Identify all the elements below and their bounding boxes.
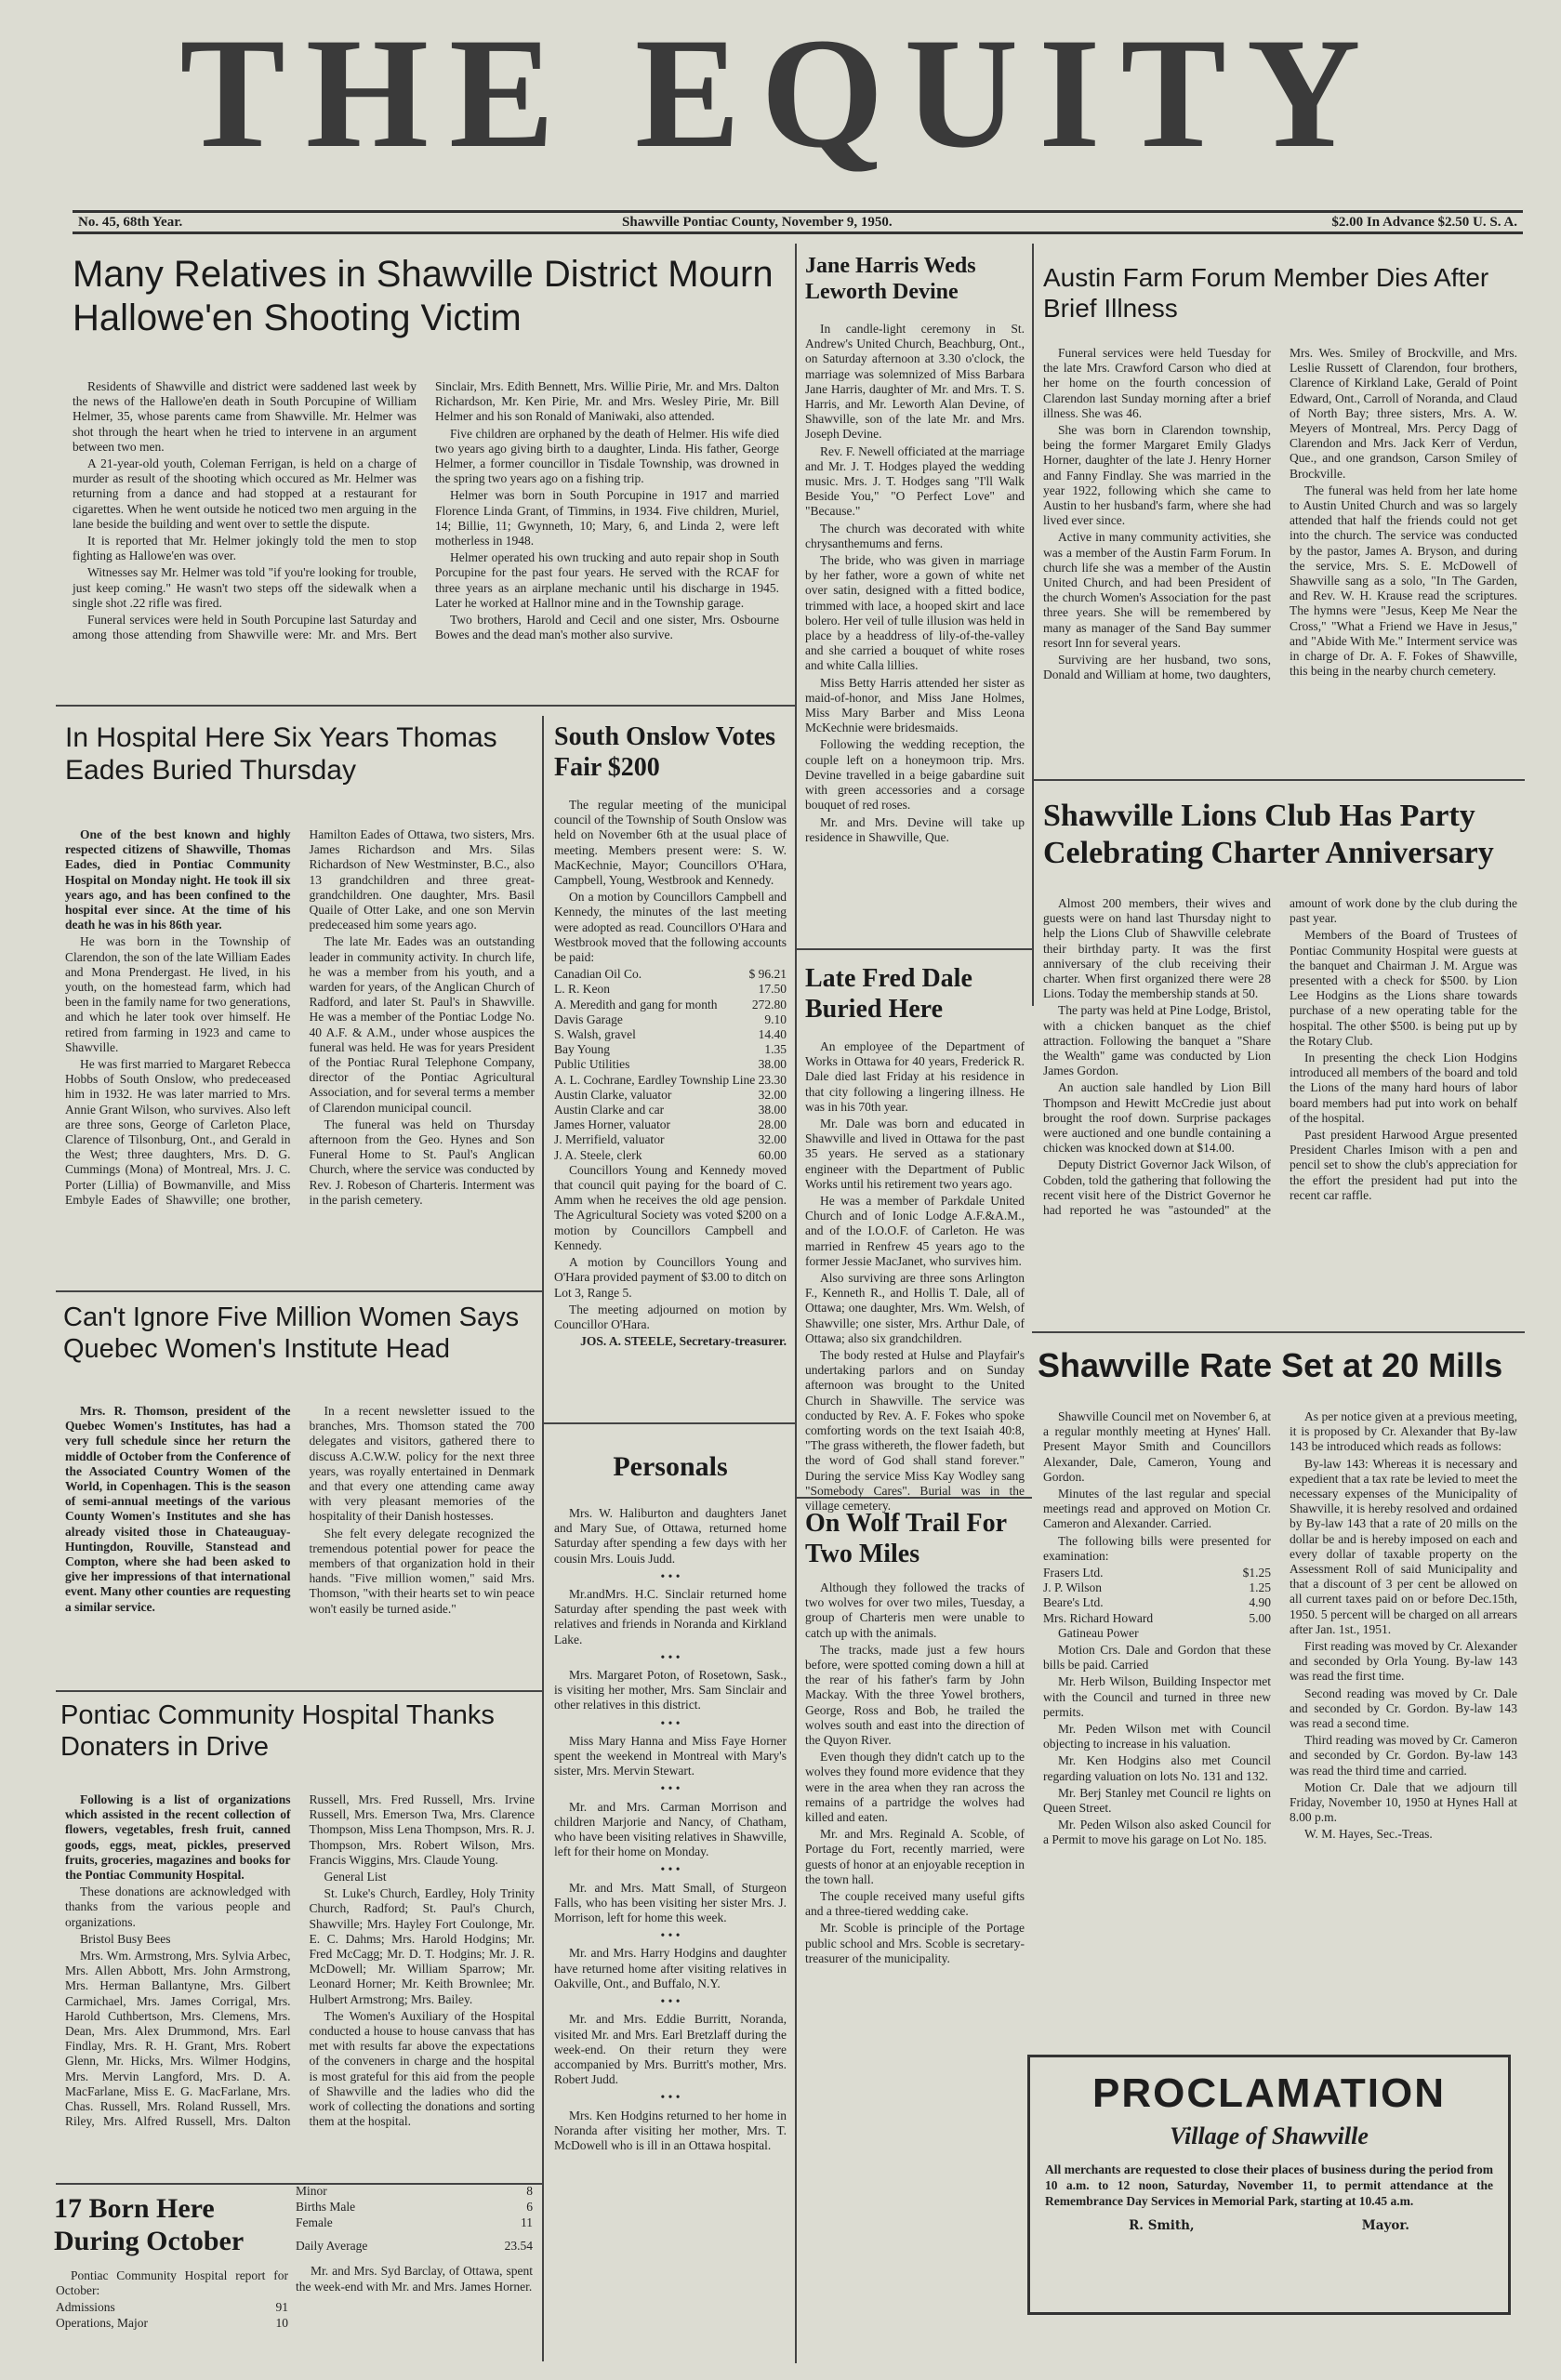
paragraph: Mrs. R. Thomson, president of the Quebec Women's Institutes, has had a very full schedule since her return the middle of October from the Conference of the Associated Country Women of the World, in Copenhagen. This is the season of semi-annual meetings of the various County Women's Institutes and she has already visited those in Chateauguay-Huntingdon, Rouville, Stanstead and Compton, where she had been asked to give her impressions of that international event. Many other counties are requesting a similar service. [65, 1404, 291, 1614]
paragraph: Mr. Berj Stanley met Council re lights on Queen Street. [1043, 1785, 1271, 1816]
paragraph: The bride, who was given in marriage by her father, wore a gown of white net over satin, designed with a fitted bodice, trimmed with lace, a hooped skirt and lace bolero. Her veil of tulle illusion was held in place by a headdress of lily-of-the-valley and she carried a bouquet of white roses and white Calla lillies. [805, 553, 1025, 673]
paragraph: The party was held at Pine Lodge, Bristol, with a chicken banquet as the chief attraction. Following the banquet a "Share the Wealth" game was conducted by Lion James Gordon. [1043, 1003, 1271, 1078]
separator-icon: • • • [660, 1928, 681, 1943]
ledger-amount: $1.25 [1242, 1566, 1271, 1580]
born-row: Operations, Major 10 [56, 2315, 288, 2330]
section-rule [1032, 779, 1525, 781]
personal-item: Mr. and Mrs. Carman Morrison and children Marjorie and Nancy, of Chatham, who have been visiting relatives in Shawville, left for their home on Monday. [554, 1799, 787, 1859]
ledger-row [554, 1073, 787, 1088]
paragraph: Also surviving are three sons Arlington F., Kenneth R., and Hollis T. Dale, all of Ottawa; one daughter, Mrs. Wm. Welsh, of Shawville; one sister, Mrs. Arthur Dale, of Ottawa; also six grandchildren. [805, 1271, 1025, 1345]
article-eades [65, 827, 535, 1281]
article-lions [1043, 896, 1517, 1324]
ledger-row [554, 1012, 787, 1027]
headline-carson: Austin Farm Forum Member Dies After Brief Illness [1043, 263, 1489, 324]
paragraph: The church was decorated with white chrysanthemums and ferns. [805, 521, 1025, 550]
paragraph: It is reported that Mr. Helmer jokingly told the men to stop fighting as Hallowe'en was over. [73, 534, 417, 563]
headline-personals: Personals [613, 1451, 728, 1482]
born-row: Female 11 [296, 2215, 533, 2229]
ledger-row [1043, 1595, 1271, 1610]
separator-icon: • • • [660, 1568, 681, 1583]
ledger-amount: 23.30 [758, 1072, 787, 1087]
paragraph: The funeral was held on Thursday afternoon from the Geo. Hynes and Son Funeral Home to St. Paul's Anglican Church, where the service was conducted by Rev. J. Robeson of Charteris. Interment was in the parish cemetery. [309, 1117, 535, 1207]
ledger-row [554, 1027, 787, 1042]
paragraph: Mr. Ken Hodgins also met Council regarding valuation on lots No. 131 and 132. [1043, 1753, 1271, 1783]
paragraph: Miss Betty Harris attended her sister as maid-of-honor, and Miss Jane Holmes, Miss Mary Barber and Miss Leona McKechnie were bridesmaids. [805, 675, 1025, 735]
headline-harris: Jane Harris Weds Leworth Devine [805, 254, 976, 305]
article-onslow [554, 798, 787, 1411]
headline-relatives: Many Relatives in Shawville District Mourn Hallowe'en Shooting Victim [73, 254, 774, 339]
paragraph: Even though they didn't catch up to the wolves they found more evidence that they were in the area when they ran across the remains of a partridge the wolves had killed and eaten. [805, 1750, 1025, 1825]
paragraph: The funeral was held from her late home to Austin United Church and was so largely attended that half the friends could not get into the church. The service was conducted by the pastor, James A. Bryson, and during the service, Mrs. S. E. McDowell of Shawville sang as a solo, "In The Garden, and Rev. W. H. Krause read the scriptures. The hymns were "Jesus, Keep Me Near the Cross," "What a Friend we Have in Jesus," and "Abide With Me." Interment service was in charge of Dr. A. F. Fokes of Shawville, this being in the nearby church cemetery. [1290, 483, 1517, 679]
paragraph: Witnesses say Mr. Helmer was told "if you're looking for trouble, just keep coming." He wasn't two steps off the sidewalk when a single shot .22 rifle was fired. [73, 565, 417, 610]
paragraph: Funeral services were held in South Porcupine last Saturday and among those attending from Shawville were: Mr. and Mrs. Bert Sinclair, Mrs. Edith Bennett, Mrs. Willie Pirie, Mr. and Mrs. Dalton Richardson, Mr. Ken Pirie, Mr. and Mrs. Wesley Pirie, Mr. Bill Helmer and his son Ronald of Maniwaki, also attended. [73, 379, 779, 642]
ledger-row [554, 1057, 787, 1072]
personal-item: Mrs. Ken Hodgins returned to her home in Noranda after visiting her mother, Mrs. T. McDowell who is ill in an Ottawa hospital. [554, 2108, 787, 2152]
paragraph: Past president Harwood Argue presented President Charles Imison with a pen and pencil set to show the club's appreciation for the effort the president had put into the recent car raffle. [1290, 1128, 1517, 1202]
paragraph: Mrs. Wm. Armstrong, Mrs. Sylvia Arbec, Mrs. Allen Abbott, Mrs. John Armstrong, Mrs. Herman Ballantyne, Mrs. Gilbert Carmichael, Mrs. James Corrigal, Mrs. Harold Cuthbertson, Mrs. Clemens, Mrs. Dean, Mrs. Alex Drummond, Mrs. Earl Findlay, Mrs. R. H. Grant, Mrs. Robert Glenn, Mr. Hicks, Mrs. Wilmer Hodgins, Mrs. Mervin Langford, Mrs. D. A. MacFarlane, Miss E. G. MacFarlane, Mrs. Chas. Russell, Mrs. Roland Russell, Mrs. Riley, Mrs. Alfred Russell, Mrs. Dalton Russell, Mrs. Fred Russell, Mrs. Irvine Russell, Mrs. Emerson Twa, Mrs. Clarence Thompson, Miss Lena Thompson, Mrs. R. J. Thompson, Mrs. Robert Wilson, Mrs. Francis Wiggins, Mrs. Claude Young. [65, 1792, 535, 2129]
ledger-label: A. L. Cochrane, Eardley Township Line [554, 1072, 756, 1087]
paragraph: In a recent newsletter issued to the branches, Mrs. Thomson stated the 700 delegates and visitors, gathered there to discuss A.C.W.W. policy for the next three years, was royally entertained in Denmark and that every one attending came away with very pleasant memories of the hospitality of their Danish hostesses. [309, 1404, 535, 1524]
place-date: Shawville Pontiac County, November 9, 1950. [622, 214, 893, 230]
born-tail: Mr. and Mrs. Syd Barclay, of Ottawa, spent the week-end with Mr. and Mrs. James Horner. [296, 2264, 533, 2294]
paragraph: The meeting adjourned on motion by Councillor O'Hara. [554, 1302, 787, 1331]
born-stats [296, 2183, 533, 2365]
paragraph: Mr. Peden Wilson also asked Council for a Permit to move his garage on Lot No. 185. [1043, 1818, 1271, 1847]
section-rule [542, 1422, 795, 1424]
article-pontiac-hospital [65, 1792, 535, 2175]
ledger-row [554, 1117, 787, 1132]
headline-quebec-women: Can't Ignore Five Million Women Says Quebec Women's Institute Head [63, 1302, 520, 1365]
ledger-label: S. Walsh, gravel [554, 1027, 636, 1042]
paragraph: She felt every delegate recognized the tremendous potential power for peace the members of that organization hold in their hands. "Five million women," said Mrs. Thomson, "with their hearts set to win peace won't easily be turned aside." [309, 1526, 535, 1616]
ledger-row [554, 967, 787, 982]
ledger-label: Mrs. Richard Howard [1043, 1610, 1154, 1625]
headline-eades: In Hospital Here Six Years Thomas Eades Buried Thursday [65, 722, 497, 787]
ledger-row [554, 998, 787, 1012]
ledger-label: Beare's Ltd. [1043, 1595, 1104, 1610]
headline-wolf: On Wolf Trail For Two Miles [805, 1509, 1007, 1569]
paragraph: Active in many community activities, she was a member of the Austin Farm Forum. In church life she was a member of the Austin United Church, and had been President of the church Women's Association for the past three years. She will be remembered by many as manager of the Sand Bay summer resort Inn for several years. [1043, 530, 1271, 650]
issue-number: No. 45, 68th Year. [78, 214, 183, 230]
paragraph: The late Mr. Eades was an outstanding leader in community activity. In church life, he was a member from his youth, and a warden for years, of the Anglican Church of Radford, and later St. Paul's in Shawville. He was a member of the Pontiac Lodge No. 40 A.F. & A.M., under whose auspices the funeral was held. He was for years President of the Pontiac Rural Telephone Company, director of the Pontiac Agricultural Association, and for several terms a member of Clarendon municipal council. [309, 934, 535, 1115]
born-row: Daily Average 23.54 [296, 2239, 533, 2253]
paragraph: He was a member of Parkdale United Church and of Ionic Lodge A.F.&A.M., and of the I.O.O.F. of Carleton. He was married in Renfrew 45 years ago to the former Jessie MacJanet, who survives him. [805, 1194, 1025, 1268]
paragraph: Mr. Scoble is principle of the Portage public school and Mrs. Scoble is secretary-treasurer of the municipality. [805, 1921, 1025, 1965]
paragraph: Although they followed the tracks of two wolves for over two miles, Tuesday, a group of Charteris men were unable to catch up with the animals. [805, 1580, 1025, 1640]
ledger-row [1043, 1580, 1271, 1595]
paragraph: Funeral services were held Tuesday for the late Mrs. Crawford Carson who died at her home on the fourth concession of Clarendon last Sunday morning after a brief illness. She was 46. [1043, 346, 1271, 420]
separator-icon: • • • [660, 1715, 681, 1730]
ledger-label: L. R. Keon [554, 982, 610, 997]
paragraph: One of the best known and highly respected citizens of Shawville, Thomas Eades, died in Pontiac Community Hospital on Monday night. He took ill six years ago, and has been confined to the hospital ever since. At the time of his death he was in his 86th year. [65, 827, 291, 932]
ledger-amount: 1.35 [764, 1042, 787, 1057]
personal-item: Miss Mary Hanna and Miss Faye Horner spent the weekend in Montreal with Mary's sister, Mrs. Mervin Stewart. [554, 1733, 787, 1778]
paragraph: Motion Cr. Dale that we adjourn till Friday, November 10, 1950 at Hynes Hall at 8.00 p.m. [1290, 1779, 1517, 1825]
ledger-label: J. P. Wilson [1043, 1580, 1102, 1595]
paragraph: Motion Crs. Dale and Gordon that these bills be paid. Carried [1043, 1643, 1271, 1673]
column-rule [795, 244, 797, 2363]
onslow-signature: JOS. A. STEELE, Secretary-treasurer. [580, 1334, 787, 1349]
paragraph: On a motion by Councillors Campbell and Kennedy, the minutes of the last meeting were adopted as read. Councillors O'Hara and Westbrook moved that the following accounts be paid: [554, 890, 787, 965]
paragraph: Councillors Young and Kennedy moved that council quit paying for the board of C. Amm when he receives the old age pension. The Agricultural Society was voted $200 on a motion by Councillors Campbell and Kennedy. [554, 1162, 787, 1252]
masthead: THE EQUITY [179, 6, 1382, 180]
proclamation-subtitle: Village of Shawville [1170, 2122, 1369, 2149]
section-rule [56, 1690, 542, 1692]
ledger-amount: 17.50 [758, 982, 787, 997]
paragraph: Rev. F. Newell officiated at the marriage and Mr. J. T. Hodges played the wedding music. Mrs. J. T. Hodges sang "I'll Walk Beside You," "O Perfect Love" and "Because." [805, 443, 1025, 519]
paragraph: Following is a list of organizations which assisted in the recent collection of flowers, vegetables, fresh fruit, canned goods, eggs, meat, pickles, preserved fruits, groceries, magazines and books for the Pontiac Community Hospital. [65, 1792, 291, 1883]
ledger-row [554, 982, 787, 997]
headline-dale: Late Fred Dale Buried Here [805, 964, 972, 1025]
separator-icon: • • • [660, 1649, 681, 1664]
article-harris [805, 322, 1025, 941]
paragraph: A 21-year-old youth, Coleman Ferrigan, is held on a charge of murder as result of the shooting which occured as Mr. Helmer was returning from a dance and had stopped at a restaurant for cigarettes. When he went outside he noticed two men arguing in the lane beside the building and went over to settle the dispute. [73, 456, 417, 531]
ledger-label: A. Meredith and gang for month [554, 997, 718, 1012]
ledger-label: Austin Clarke, valuator [554, 1087, 672, 1102]
ledger-amount: 38.00 [758, 1057, 787, 1072]
headline-rate: Shawville Rate Set at 20 Mills [1038, 1346, 1503, 1384]
paragraph: W. M. Hayes, Sec.-Treas. [1304, 1827, 1433, 1842]
personal-item: Mr. and Mrs. Matt Small, of Sturgeon Falls, who has been visiting her sister Mrs. J. Morrison, left for home this week. [554, 1880, 787, 1925]
ledger-label: Canadian Oil Co. [554, 967, 642, 982]
column-rule [1032, 244, 1034, 1006]
article-dale [805, 1039, 1025, 1514]
headline-lions: Shawville Lions Club Has Party Celebrating Charter Anniversary [1043, 799, 1494, 871]
ledger-row [1043, 1611, 1271, 1626]
proclamation-body: All merchants are requested to close their places of business during the period from 10 a.m. to 12 noon, Saturday, November 11, to permit attendance at the Remembrance Day Services in Memorial Park, starting at 10.45 a.m. [1045, 2162, 1493, 2208]
paragraph: Two brothers, Harold and Cecil and one sister, Mrs. Osbourne Bowes and the dead man's mother also survive. [435, 613, 779, 642]
column-rule [542, 716, 544, 2361]
ledger-row [554, 1103, 787, 1117]
ledger-amount: 272.80 [751, 997, 787, 1012]
headline-onslow: South Onslow Votes Fair $200 [554, 722, 776, 783]
paragraph: First reading was moved by Cr. Alexander and seconded by Orla Young. By-law 143 was read the first time. [1290, 1639, 1517, 1684]
paragraph: Mr. Peden Wilson met with Council objecting to increase in his valuation. [1043, 1722, 1271, 1752]
born-lead-text: Pontiac Community Hospital report for October: [56, 2268, 288, 2298]
section-rule [1032, 1331, 1525, 1333]
section-rule [56, 705, 795, 707]
article-rate [1043, 1409, 1517, 2042]
proclamation-signer-title: Mayor. [1361, 2218, 1409, 2233]
ledger-label: J. Merrifield, valuator [554, 1132, 665, 1147]
ledger-label: Austin Clarke and car [554, 1103, 665, 1117]
ledger-amount: 32.00 [758, 1132, 787, 1147]
ledger-label: J. A. Steele, clerk [554, 1147, 642, 1162]
section-rule [56, 1290, 542, 1292]
ledger-label: Public Utilities [554, 1057, 630, 1072]
headline-pontiac-hospital: Pontiac Community Hospital Thanks Donaters in Drive [60, 1700, 495, 1763]
article-carson [1043, 346, 1517, 774]
paragraph: Third reading was moved by Cr. Cameron and seconded by Cr. Gordon. By-law 143 was read the third time and carried. [1290, 1733, 1517, 1778]
paragraph: An auction sale handled by Lion Bill Thompson and Hewitt McCredie just about brought the roof down. Surprise packages were auctioned and one bundle containing a chicken was knocked down at $14.00. [1043, 1080, 1271, 1156]
ledger-row [554, 1132, 787, 1147]
personal-item: Mrs. Margaret Poton, of Rosetown, Sask., is visiting her mother, Mrs. Sam Sinclair and other relatives in this district. [554, 1668, 787, 1712]
headline-born: 17 Born Here During October [54, 2193, 245, 2257]
ledger-amount: 4.90 [1249, 1595, 1271, 1610]
paragraph: Mr. and Mrs. Reginald A. Scoble, of Portage du Fort, recently married, were guests of honor at an enjoyable reception in the town hall. [805, 1827, 1025, 1886]
ledger-row [554, 1148, 787, 1163]
paragraph: General List [324, 1870, 387, 1884]
paragraph: Following the wedding reception, the couple left on a honeymoon trip. Mrs. Devine travelled in a beige gabardine suit with green accessories and a corsage bouquet of red roses. [805, 737, 1025, 813]
paragraph: The following bills were presented for examination: [1043, 1533, 1271, 1563]
paragraph: Mr. and Mrs. Devine will take up residence in Shawville, Que. [805, 814, 1025, 844]
born-row: Admissions 91 [56, 2300, 288, 2315]
paragraph: Residents of Shawville and district were saddened last week by the news of the Hallowe'en death in South Porcupine of William Helmer, 35, whose parents came from Shawville. Mr. Helmer was shot through the heart when he tried to intervene in an argument between two men. [73, 379, 417, 454]
paragraph: The regular meeting of the municipal council of the Township of South Onslow was held on November 6th at the usual place of meeting. Members present were: S. W. MacKechnie, Mayor; Councillors O'Hara, Campbell, Young, Westbrook and Kennedy. [554, 798, 787, 888]
ledger-row [1043, 1566, 1271, 1580]
proclamation-box [1027, 2055, 1511, 2315]
ledger-label: James Horner, valuator [554, 1117, 671, 1132]
paragraph: The tracks, made just a few hours before, were spotted coming down a hill at the rear of his father's farm by John Mackay. With the three Yowel brothers, George, Ross and Bob, he trailed the wolves south and east into the direction of the Quyon River. [805, 1642, 1025, 1748]
article-wolf [805, 1580, 1025, 2361]
article-quebec-women [65, 1404, 535, 1683]
paragraph: Shawville Council met on November 6, at a regular monthly meeting at Hynes' Hall. Present Mayor Smith and Councillors Alexander, Dale, Cameron, Young and Gordon. [1043, 1409, 1271, 1484]
paragraph: A motion by Councillors Young and O'Hara provided payment of $3.00 to ditch on Lot 3, Range 5. [554, 1255, 787, 1300]
paragraph: In presenting the check Lion Hodgins introduced all members of the board and told the Lions of the many hard hours of labor board members had put into work on behalf of the hospital. [1290, 1051, 1517, 1125]
article-personals [554, 1506, 787, 2361]
ledger-label: Davis Garage [554, 1012, 623, 1026]
separator-icon: • • • [660, 1994, 681, 2009]
paragraph: Surviving are her husband, two sons, Donald and William at home, two daughters, Mrs. Wes. Smiley of Brockville, and Mrs. Leslie Russett of Clarendon, four brothers, Clarence of Kirkland Lake, Gerald of Point Edward, Ont., Carroll of Noranda, and Claud of North Bay; three sisters, Mrs. A. W. Meyers of Montreal, Mrs. Percy Dagg of Clarendon and Mrs. Jack Kerr of Verdun, Que., and one grandson, Carson Smiley of Brockville. [1043, 346, 1517, 682]
proclamation-signature [1045, 2218, 1493, 2233]
born-row: Minor 8 [296, 2184, 533, 2198]
article-relatives [73, 379, 779, 695]
paragraph: Second reading was moved by Cr. Dale and seconded by Cr. Gordon. By-law 143 was read a second time. [1290, 1686, 1517, 1731]
born-row: Births Male 6 [296, 2200, 533, 2214]
proclamation-signer: R. Smith, [1129, 2218, 1195, 2233]
personal-item: Mr. and Mrs. Eddie Burritt, Noranda, visited Mr. and Mrs. Earl Bretzlaff during the week-end. On their return they were accompanied by Mrs. Burritt's mother, Mrs. Robert Judd. [554, 2012, 787, 2087]
paragraph: These donations are acknowledged with thanks from the various people and organizations. [65, 1884, 291, 1929]
ledger-amount: 5.00 [1249, 1610, 1271, 1625]
paragraph: The couple received many useful gifts and a three-tiered wedding cake. [805, 1889, 1025, 1919]
paragraph: Mr. Herb Wilson, Building Inspector met with the Council and turned in three new permits. [1043, 1674, 1271, 1719]
paragraph: Mr. Dale was born and educated in Shawville and lived in Ottawa for the past 35 years. He served as a stationary engineer with the Department of Public Works until his retirement two years ago. [805, 1117, 1025, 1191]
ledger-amount: $ 96.21 [748, 967, 787, 982]
paragraph: By-law 143: Whereas it is necessary and expedient that a tax rate be levied to meet the necessary expenses of the Municipality of Shawville, it is hereby resolved and ordained by By-law 143 that a rate of 20 mills on the dollar be and is hereby imposed on each and every dollar of taxable property on the Assessment Roll of said Municipality and that a discount of 3 per cent be allowed on all current taxes paid on or before Dec.15th, 1950. 5 percent will be charged on all arrears after Jan. 1st., 1951. [1290, 1456, 1517, 1636]
ledger-amount: 28.00 [758, 1117, 787, 1132]
paragraph: Gatineau Power [1058, 1625, 1139, 1640]
paragraph: He was first married to Margaret Rebecca Hobbs of South Onslow, who predeceased him in 1932. He was later married to Mrs. Annie Grant Wilson, who survives. Also left are three sons, George of Carleton Place, Clarence of Tilsonburg, Ont., and Gerald in the West; three daughters, Mrs. D. G. Cummings (Mona) of Montreal, Mrs. J. C. Porter (Lillia) of Bowmanville, and Miss Embyle Eades of Shawville; one brother, Hamilton Eades of Ottawa, two sisters, Mrs. James Richardson and Mrs. Silas Richardson of New Westminster, B.C., also 13 grandchildren and three great-grandchildren. One daughter, Mrs. Basil Quaile of Otter Lake, and one son Mervin predeceased him some years ago. [65, 827, 535, 1207]
personal-item: Mr.andMrs. H.C. Sinclair returned home Saturday after spending the past week with relatives and friends in Noranda and Kirkland Lake. [554, 1587, 787, 1646]
ledger-label: Bay Young [554, 1042, 611, 1057]
ledger-label: Frasers Ltd. [1043, 1566, 1104, 1580]
personal-item: Mrs. W. Haliburton and daughters Janet and Mary Sue, of Ottawa, returned home Saturday after spending a few days with her cousin Mrs. Louis Judd. [554, 1506, 787, 1566]
separator-icon: • • • [660, 1862, 681, 1877]
paragraph: Five children are orphaned by the death of Helmer. His wife died two years ago giving birth to a daughter, Linda. His father, George Helmer, a former councillor in Tisdale Township, was drowned in the spring two years ago on a fishing trip. [435, 426, 779, 486]
paragraph: The Women's Auxiliary of the Hospital conducted a house to house canvass that has met with results far above the expectations of the conveners in charge and the hospital is most grateful for this aid from the people of Shawville and the ladies who did the work of collecting the donations and sorting them at the hospital. [309, 2008, 535, 2129]
ledger-amount: 38.00 [758, 1103, 787, 1117]
born-lead [56, 2268, 288, 2361]
paragraph: He was born in the Township of Clarendon, the son of the late William Eades and Mona Prendergast. He lived, in his youth, on the homestead farm, which had been in the family name for two generations, and which he later took over himself. He retired from farming in 1923 and came to Shawville. [65, 934, 291, 1054]
ledger-amount: 14.40 [758, 1027, 787, 1042]
separator-icon: • • • [660, 2090, 681, 2105]
paragraph: Almost 200 members, their wives and guests were on hand last Thursday night to help the Lions Club of Shawville celebrate their birthday party. It was the first anniversary of the club receiving their charter. When first organized there were 28 Lions. Today the membership stands at 50. [1043, 896, 1271, 1001]
paragraph: As per notice given at a previous meeting, it is proposed by Cr. Alexander that By-law 143 be introduced which reads as follows: [1290, 1409, 1517, 1454]
subscription-price: $2.00 In Advance $2.50 U. S. A. [1331, 214, 1517, 230]
section-rule [795, 948, 1032, 950]
proclamation-title: PROCLAMATION [1091, 2070, 1447, 2116]
paragraph: St. Luke's Church, Eardley, Holy Trinity Church, Radford; St. Paul's Church, Shawville; Mrs. Hayley Fort Coulonge, Mr. E. C. Dahms; Mrs. Harold Hodgins; Mr. Fred McCagg; Mr. D. T. Hodgins; Mr. J. R. McDowell; Mr. William Sparrow; Mr. Leonard Horner; Mr. Keith Brownlee; Mr. Hulbert Armstrong; Mrs. Bailey. [309, 1886, 535, 2006]
paragraph: She was born in Clarendon township, being the former Margaret Emily Gladys Horner, daughter of the late J. Henry Horner and Fanny Findlay. She was married in the year 1922, following which she came to Austin to her husband's farm, where she had lived ever since. [1043, 423, 1271, 528]
paragraph: Minutes of the last regular and special meetings read and approved on Motion Cr. Cameron and Alexander. Carried. [1043, 1487, 1271, 1531]
paragraph: Members of the Board of Trustees of Pontiac Community Hospital were guests at the banquet and Chairman J. M. Argue was presented with a check for $500. by Lion Lee Hodgins as the Lions share towards purchase of a new operating table for the hospital. The other $500. is being put up by the Rotary Club. [1290, 928, 1517, 1048]
paragraph: Bristol Busy Bees [80, 1931, 171, 1946]
paragraph: The body rested at Hulse and Playfair's undertaking parlors and on Sunday afternoon was brought to the United Church in Shawville. The service was conducted by Rev. A. F. Fokes who spoke comforting words on the text Isaiah 40:8, "The grass withereth, the flower fadeth, but the word of God shall stand forever." During the service Miss Kay Wodley sang "Somebody Cares". Burial was in the village cemetery. [805, 1348, 1025, 1514]
paragraph: In candle-light ceremony in St. Andrew's United Church, Beachburg, Ont., on Saturday afternoon at 3.30 o'clock, the marriage was solemnized of Miss Barbara Jane Harris, daughter of Mr. and Mrs. T. S. Harris, and Mr. Leworth Alan Devine, of Shawville, son of the late Mr. and Mrs. Joseph Devine. [805, 322, 1025, 442]
ledger-amount: 1.25 [1249, 1580, 1271, 1595]
ledger-row [554, 1088, 787, 1103]
ledger-amount: 60.00 [758, 1147, 787, 1162]
separator-icon: • • • [660, 1781, 681, 1796]
paragraph: Helmer was born in South Porcupine in 1917 and married Florence Linda Grant, of Timmins, in 1934. Five children, Muriel, 14; Billie, 11; Gwynneth, 10; Mary, 6, and Linda 2, were left motherless in 1948. [435, 488, 779, 549]
dateline [73, 210, 1523, 234]
paragraph: Helmer operated his own trucking and auto repair shop in South Porcupine for the past four years. He served with the RCAF for three years as an airplane mechanic until his discharge in 1945. Later he worked at Hallnor mine and in the Township garage. [435, 550, 779, 610]
ledger-row [554, 1042, 787, 1057]
paragraph: Deputy District Governor Jack Wilson, of Cobden, told the gathering that following the recent visit here of the District Governor he had reported he was "astounded" at the amount of work done by the club during the past year. [1043, 896, 1517, 1218]
personal-item: Mr. and Mrs. Harry Hodgins and daughter have returned home after visiting relatives in Oakville, Ont., and Buffalo, N.Y. [554, 1946, 787, 1990]
paragraph: An employee of the Department of Works in Ottawa for 40 years, Frederick R. Dale died last Friday at his residence in that city following a lingering illness. He was in his 70th year. [805, 1039, 1025, 1114]
ledger-amount: 9.10 [764, 1012, 787, 1026]
ledger-amount: 32.00 [758, 1087, 787, 1102]
